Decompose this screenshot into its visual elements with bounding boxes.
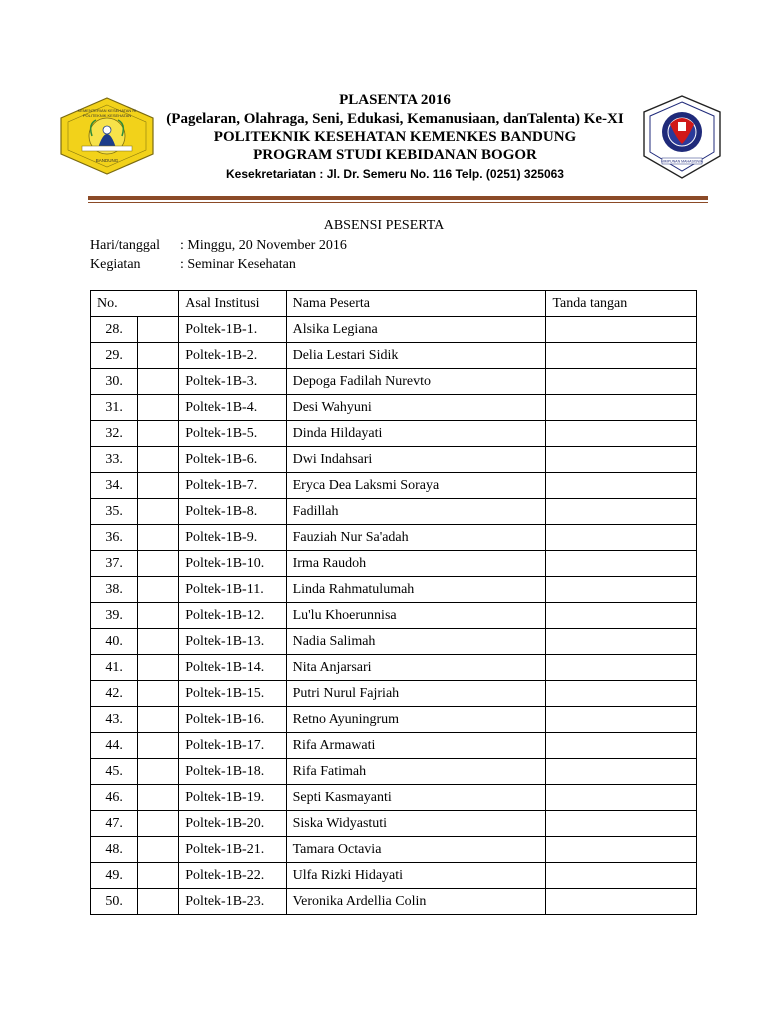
row-asal-institusi: Poltek-1B-21. xyxy=(179,837,286,863)
row-blank-cell xyxy=(138,317,179,343)
row-blank-cell xyxy=(138,343,179,369)
row-asal-institusi: Poltek-1B-5. xyxy=(179,421,286,447)
row-signature-cell xyxy=(546,577,697,603)
table-row xyxy=(91,603,697,629)
table-row xyxy=(91,629,697,655)
row-blank-cell xyxy=(138,577,179,603)
row-asal-institusi: Poltek-1B-1. xyxy=(179,317,286,343)
row-signature-cell xyxy=(546,343,697,369)
row-blank-cell xyxy=(138,785,179,811)
logo-right-text: HIMPUNAN MAHASISWA xyxy=(661,159,703,164)
row-nama-peserta: Delia Lestari Sidik xyxy=(286,343,546,369)
row-signature-cell xyxy=(546,785,697,811)
row-asal-institusi: Poltek-1B-14. xyxy=(179,655,286,681)
row-asal-institusi: Poltek-1B-17. xyxy=(179,733,286,759)
row-asal-institusi: Poltek-1B-19. xyxy=(179,785,286,811)
table-row xyxy=(91,837,697,863)
row-number: 34. xyxy=(91,473,138,499)
poltekkes-logo xyxy=(58,96,156,176)
row-signature-cell xyxy=(546,395,697,421)
attendance-table xyxy=(90,290,697,915)
row-number: 47. xyxy=(91,811,138,837)
row-signature-cell xyxy=(546,681,697,707)
row-signature-cell xyxy=(546,655,697,681)
header-divider-thin xyxy=(88,202,708,203)
table-row xyxy=(91,577,697,603)
row-asal-institusi: Poltek-1B-15. xyxy=(179,681,286,707)
table-row xyxy=(91,785,697,811)
date-value: : Minggu, 20 November 2016 xyxy=(180,238,347,253)
row-asal-institusi: Poltek-1B-13. xyxy=(179,629,286,655)
row-asal-institusi: Poltek-1B-4. xyxy=(179,395,286,421)
table-row xyxy=(91,421,697,447)
row-nama-peserta: Nita Anjarsari xyxy=(286,655,546,681)
row-nama-peserta: Rifa Armawati xyxy=(286,733,546,759)
row-number: 33. xyxy=(91,447,138,473)
program-name: PROGRAM STUDI KEBIDANAN BOGOR xyxy=(253,147,537,163)
table-row xyxy=(91,707,697,733)
table-row xyxy=(91,369,697,395)
row-nama-peserta: Rifa Fatimah xyxy=(286,759,546,785)
secretariat-address: Kesekretariatan : Jl. Dr. Semeru No. 116 Telp. (0251) 325063 xyxy=(226,167,564,181)
row-signature-cell xyxy=(546,733,697,759)
row-nama-peserta: Siska Widyastuti xyxy=(286,811,546,837)
table-row xyxy=(91,889,697,915)
row-blank-cell xyxy=(138,603,179,629)
row-nama-peserta: Dinda Hildayati xyxy=(286,421,546,447)
row-number: 39. xyxy=(91,603,138,629)
row-signature-cell xyxy=(546,889,697,915)
row-number: 44. xyxy=(91,733,138,759)
row-blank-cell xyxy=(138,863,179,889)
event-subtitle: (Pagelaran, Olahraga, Seni, Edukasi, Kemanusiaan, danTalenta) Ke-XI xyxy=(166,111,624,127)
row-asal-institusi: Poltek-1B-11. xyxy=(179,577,286,603)
row-asal-institusi: Poltek-1B-23. xyxy=(179,889,286,915)
row-number: 30. xyxy=(91,369,138,395)
row-nama-peserta: Tamara Octavia xyxy=(286,837,546,863)
row-asal-institusi: Poltek-1B-12. xyxy=(179,603,286,629)
row-number: 48. xyxy=(91,837,138,863)
row-blank-cell xyxy=(138,837,179,863)
header-tanda-tangan: Tanda tangan xyxy=(546,291,697,317)
row-nama-peserta: Eryca Dea Laksmi Soraya xyxy=(286,473,546,499)
row-signature-cell xyxy=(546,473,697,499)
table-row xyxy=(91,551,697,577)
row-number: 45. xyxy=(91,759,138,785)
table-row xyxy=(91,525,697,551)
row-blank-cell xyxy=(138,759,179,785)
header-nama-peserta: Nama Peserta xyxy=(286,291,546,317)
row-signature-cell xyxy=(546,811,697,837)
row-nama-peserta: Linda Rahmatulumah xyxy=(286,577,546,603)
row-nama-peserta: Putri Nurul Fajriah xyxy=(286,681,546,707)
row-nama-peserta: Septi Kasmayanti xyxy=(286,785,546,811)
row-nama-peserta: Fauziah Nur Sa'adah xyxy=(286,525,546,551)
row-signature-cell xyxy=(546,759,697,785)
meta-activity-row xyxy=(90,255,347,274)
logo-left-text-mid: POLITEKNIK KESEHATAN xyxy=(82,113,132,118)
row-asal-institusi: Poltek-1B-9. xyxy=(179,525,286,551)
row-blank-cell xyxy=(138,551,179,577)
row-number: 36. xyxy=(91,525,138,551)
event-name: PLASENTA 2016 xyxy=(339,92,451,108)
row-number: 42. xyxy=(91,681,138,707)
row-number: 49. xyxy=(91,863,138,889)
row-asal-institusi: Poltek-1B-22. xyxy=(179,863,286,889)
row-asal-institusi: Poltek-1B-7. xyxy=(179,473,286,499)
table-row xyxy=(91,395,697,421)
himpunan-logo xyxy=(640,94,724,180)
row-blank-cell xyxy=(138,655,179,681)
row-blank-cell xyxy=(138,473,179,499)
row-nama-peserta: Desi Wahyuni xyxy=(286,395,546,421)
table-row xyxy=(91,863,697,889)
row-signature-cell xyxy=(546,863,697,889)
meta-date-row xyxy=(90,236,347,255)
date-label: Hari/tanggal xyxy=(90,238,160,253)
row-signature-cell xyxy=(546,629,697,655)
row-number: 50. xyxy=(91,889,138,915)
row-blank-cell xyxy=(138,629,179,655)
attendance-meta xyxy=(90,236,347,274)
row-blank-cell xyxy=(138,889,179,915)
table-header-row xyxy=(91,291,697,317)
row-number: 29. xyxy=(91,343,138,369)
row-asal-institusi: Poltek-1B-6. xyxy=(179,447,286,473)
table-row xyxy=(91,811,697,837)
row-signature-cell xyxy=(546,499,697,525)
row-blank-cell xyxy=(138,681,179,707)
row-signature-cell xyxy=(546,551,697,577)
letterhead xyxy=(150,90,640,183)
row-signature-cell xyxy=(546,603,697,629)
row-blank-cell xyxy=(138,499,179,525)
row-signature-cell xyxy=(546,837,697,863)
row-asal-institusi: Poltek-1B-10. xyxy=(179,551,286,577)
row-nama-peserta: Retno Ayuningrum xyxy=(286,707,546,733)
row-number: 38. xyxy=(91,577,138,603)
row-blank-cell xyxy=(138,525,179,551)
table-row xyxy=(91,499,697,525)
row-asal-institusi: Poltek-1B-8. xyxy=(179,499,286,525)
row-number: 43. xyxy=(91,707,138,733)
header-no: No. xyxy=(91,291,179,317)
logo-left-text-bottom: BANDUNG xyxy=(95,158,119,163)
row-signature-cell xyxy=(546,447,697,473)
row-blank-cell xyxy=(138,707,179,733)
row-nama-peserta: Fadillah xyxy=(286,499,546,525)
row-blank-cell xyxy=(138,369,179,395)
table-row xyxy=(91,733,697,759)
row-signature-cell xyxy=(546,525,697,551)
document-title: ABSENSI PESERTA xyxy=(323,218,445,233)
row-signature-cell xyxy=(546,369,697,395)
header-divider-thick xyxy=(88,196,708,200)
header-asal-institusi: Asal Institusi xyxy=(179,291,286,317)
row-blank-cell xyxy=(138,733,179,759)
row-signature-cell xyxy=(546,421,697,447)
row-blank-cell xyxy=(138,447,179,473)
row-signature-cell xyxy=(546,707,697,733)
row-nama-peserta: Dwi Indahsari xyxy=(286,447,546,473)
row-blank-cell xyxy=(138,395,179,421)
row-asal-institusi: Poltek-1B-3. xyxy=(179,369,286,395)
row-nama-peserta: Lu'lu Khoerunnisa xyxy=(286,603,546,629)
logo-left-text-top: KEMENTERIAN KESEHATAN RI xyxy=(77,108,137,113)
row-nama-peserta: Alsika Legiana xyxy=(286,317,546,343)
table-row xyxy=(91,759,697,785)
row-number: 31. xyxy=(91,395,138,421)
row-number: 37. xyxy=(91,551,138,577)
row-nama-peserta: Nadia Salimah xyxy=(286,629,546,655)
row-blank-cell xyxy=(138,421,179,447)
row-blank-cell xyxy=(138,811,179,837)
row-asal-institusi: Poltek-1B-16. xyxy=(179,707,286,733)
row-asal-institusi: Poltek-1B-2. xyxy=(179,343,286,369)
row-nama-peserta: Ulfa Rizki Hidayati xyxy=(286,863,546,889)
row-number: 32. xyxy=(91,421,138,447)
row-number: 46. xyxy=(91,785,138,811)
row-asal-institusi: Poltek-1B-20. xyxy=(179,811,286,837)
row-nama-peserta: Veronika Ardellia Colin xyxy=(286,889,546,915)
table-row xyxy=(91,681,697,707)
institution-name: POLITEKNIK KESEHATAN KEMENKES BANDUNG xyxy=(213,129,577,145)
row-number: 35. xyxy=(91,499,138,525)
table-row xyxy=(91,317,697,343)
table-row xyxy=(91,447,697,473)
row-asal-institusi: Poltek-1B-18. xyxy=(179,759,286,785)
row-signature-cell xyxy=(546,317,697,343)
activity-label: Kegiatan xyxy=(90,257,141,272)
row-number: 28. xyxy=(91,317,138,343)
row-nama-peserta: Depoga Fadilah Nurevto xyxy=(286,369,546,395)
activity-value: : Seminar Kesehatan xyxy=(180,257,296,272)
table-row xyxy=(91,655,697,681)
table-row xyxy=(91,343,697,369)
row-number: 40. xyxy=(91,629,138,655)
table-row xyxy=(91,473,697,499)
row-number: 41. xyxy=(91,655,138,681)
row-nama-peserta: Irma Raudoh xyxy=(286,551,546,577)
